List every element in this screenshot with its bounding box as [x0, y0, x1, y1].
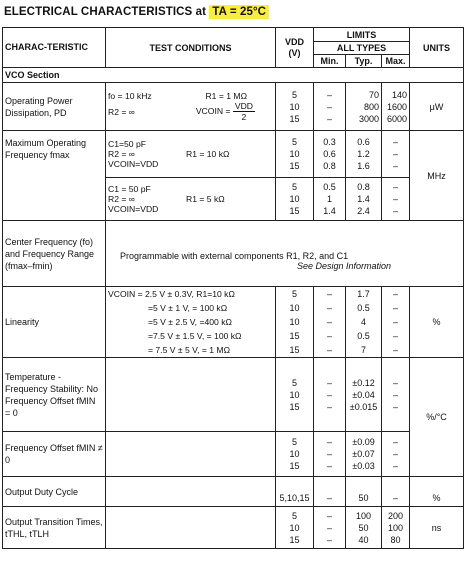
temp-typ: ±0.12 ±0.04 ±0.015 [346, 358, 382, 432]
title-prefix: ELECTRICAL CHARACTERISTICS at [4, 6, 210, 18]
trans-typ: 100 50 40 [346, 507, 382, 549]
freqoff-vdd: 5 10 15 [276, 432, 314, 477]
temp-unit: %/°C [410, 358, 464, 477]
center-text: Programmable with external components R1, R2, and C1 [120, 250, 349, 261]
center-name: Center Frequency (fo) and Frequency Range (fmax–fmin) [3, 221, 106, 287]
fmax2-max: – – – [382, 178, 410, 221]
temp-conditions [106, 358, 276, 432]
fmax2-conditions: C1 = 50 pF R2 = ∞ VCOIN=VDD R1 = 5 kΩ [106, 178, 276, 221]
linearity-conditions: VCOIN = 2.5 V ± 0.3V, R1=10 kΩ =5 V ± 1 V, = 100 kΩ =5 V ± 2.5 V, =400 kΩ =7.5 V ± 1.5 V, = 100 kΩ = 7.5 V ± 5 V, = 1 MΩ [106, 287, 276, 358]
trans-name: Output Transition Times, tTHL, tTLH [3, 507, 106, 549]
header-test-conditions: TEST CONDITIONS [106, 28, 276, 68]
duty-min: – [314, 477, 346, 507]
header-min: Min. [314, 55, 346, 68]
section-title: VCO Section [3, 68, 464, 83]
linearity-name: Linearity [3, 287, 106, 358]
fmax1-vdd: 5 10 15 [276, 131, 314, 178]
power-cond-num: VDD [234, 101, 253, 111]
temp-name: Temperature - Frequency Stability: No Frequency Offset fMIN = 0 [3, 358, 106, 432]
power-cond-f: fo = 10 kHz [108, 91, 152, 101]
freqoff-name: Frequency Offset fMIN ≠ 0 [3, 432, 106, 477]
freqoff-typ: ±0.09 ±0.07 ±0.03 [346, 432, 382, 477]
fmax1-typ: 0.6 1.2 1.6 [346, 131, 382, 178]
header-typ: Typ. [346, 55, 382, 68]
temp-vdd: 5 10 15 [276, 358, 314, 432]
power-conditions [106, 83, 276, 131]
duty-typ: 50 [346, 477, 382, 507]
linearity-unit: % [410, 287, 464, 358]
header-all-types: ALL TYPES [314, 42, 410, 55]
power-cond-r1: R1 = 1 MΩ [205, 91, 247, 101]
linearity-vdd: 5 10 10 15 15 [276, 287, 314, 358]
header-vdd: VDD (V) [276, 28, 314, 68]
power-typ: 70 800 3000 [346, 83, 382, 131]
fmax1-cond-r1: R1 = 10 kΩ [186, 149, 230, 159]
linearity-typ: 1.7 0.5 4 0.5 7 [346, 287, 382, 358]
fmax2-min: 0.5 1 1.4 [314, 178, 346, 221]
trans-conditions [106, 507, 276, 549]
fmax1-min: 0.3 0.6 0.8 [314, 131, 346, 178]
power-name: Operating Power Dissipation, PD [3, 83, 106, 131]
duty-unit: % [410, 477, 464, 507]
trans-min: – – – [314, 507, 346, 549]
power-max: 140 1600 6000 [382, 83, 410, 131]
page-title [4, 6, 269, 18]
fmax2-cond-r1: R1 = 5 kΩ [186, 194, 225, 204]
temp-max: – – – [382, 358, 410, 432]
fmax1-conditions: C1=50 pF R2 = ∞ VCOIN=VDD R1 = 10 kΩ [106, 131, 276, 178]
trans-max: 200 100 80 [382, 507, 410, 549]
duty-max: – [382, 477, 410, 507]
fmax2-typ: 0.8 1.4 2.4 [346, 178, 382, 221]
freqoff-conditions [106, 432, 276, 477]
fmax2-vdd: 5 10 15 [276, 178, 314, 221]
linearity-max: – – – – – [382, 287, 410, 358]
power-unit: μW [410, 83, 464, 131]
fmax-unit: MHz [410, 131, 464, 221]
title-condition: TA = 25°C [209, 5, 269, 19]
power-cond-den: 2 [241, 112, 247, 122]
temp-min: – – – [314, 358, 346, 432]
freqoff-max: – – – [382, 432, 410, 477]
fmax1-max: – – – [382, 131, 410, 178]
duty-name: Output Duty Cycle [3, 477, 106, 507]
trans-vdd: 5 10 15 [276, 507, 314, 549]
center-note: See Design Information [296, 260, 391, 271]
fmax-name: Maximum Operating Frequency fmax [3, 131, 106, 221]
power-cond-r2: R2 = ∞ [108, 106, 135, 117]
header-units: UNITS [410, 28, 464, 68]
header-characteristic: CHARAC-TERISTIC [3, 28, 106, 68]
power-vdd: 5 10 15 [276, 83, 314, 131]
characteristics-table [2, 27, 464, 549]
duty-vdd: 5,10,15 [276, 477, 314, 507]
power-min: – – – [314, 83, 346, 131]
duty-conditions [106, 477, 276, 507]
header-limits: LIMITS [314, 28, 410, 42]
freqoff-min: – – – [314, 432, 346, 477]
trans-unit: ns [410, 507, 464, 549]
center-cell [106, 221, 464, 287]
power-cond-vco: VCOIN = [195, 105, 231, 116]
linearity-min: – – – – – [314, 287, 346, 358]
header-max: Max. [382, 55, 410, 68]
